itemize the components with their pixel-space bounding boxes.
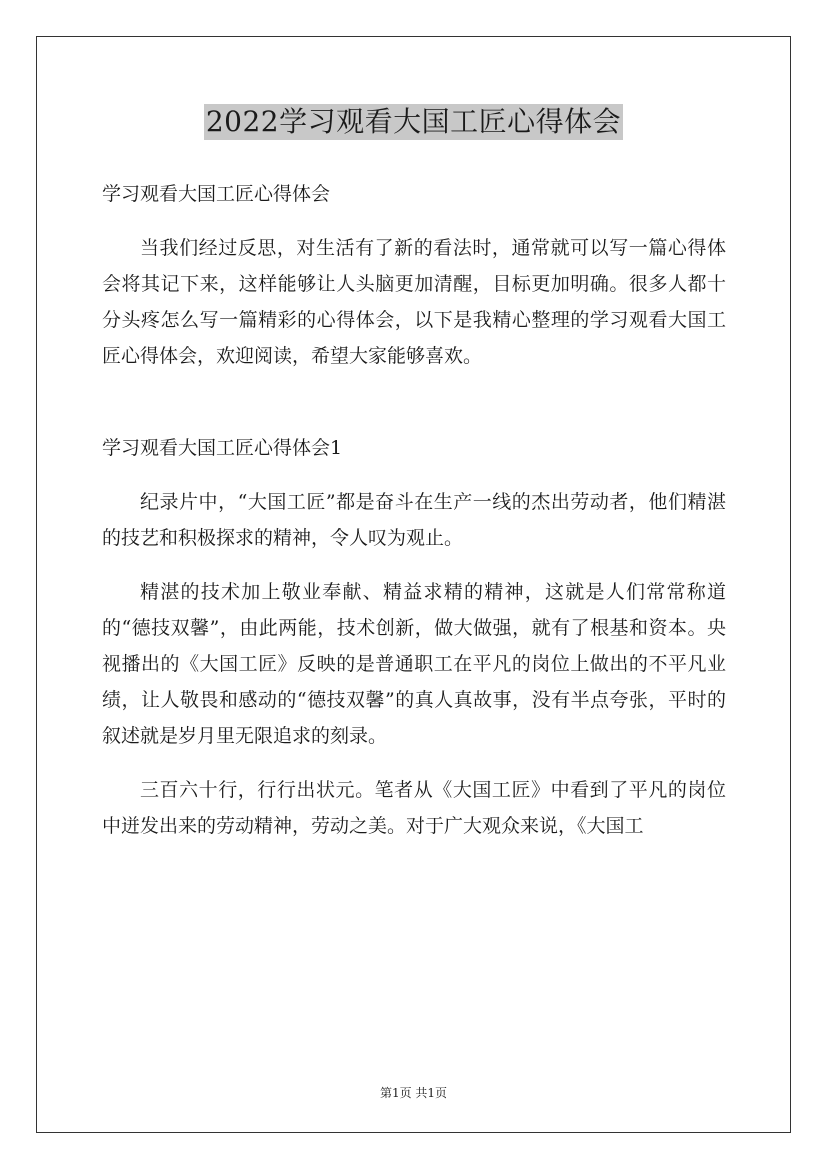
spacer bbox=[102, 754, 726, 772]
spacer bbox=[102, 556, 726, 574]
document-title: 2022学习观看大国工匠心得体会 bbox=[205, 105, 622, 138]
intro-paragraph: 当我们经过反思，对生活有了新的看法时，通常就可以写一篇心得体会将其记下来，这样能够让人头脑更加清醒，目标更加明确。很多人都十分头疼怎么写一篇精彩的心得体会，以下是我精心整理的学习观看大国工匠心得体会，欢迎阅读，希望大家能够喜欢。 bbox=[102, 237, 726, 367]
intro-heading: 学习观看大国工匠心得体会 bbox=[102, 183, 331, 205]
body-paragraph-3: 三百六十行，行行出状元。笔者从《大国工匠》中看到了平凡的岗位中迸发出来的劳动精神，劳动之美。对于广大观众来说，《大国工 bbox=[102, 779, 726, 837]
title-container bbox=[0, 104, 827, 140]
section-heading: 学习观看大国工匠心得体会1 bbox=[102, 437, 343, 459]
document-body bbox=[102, 176, 726, 844]
body-paragraph-2: 精湛的技术加上敬业奉献、精益求精的精神，这就是人们常常称道的“德技双馨”，由此两能，技术创新，做大做强，就有了根基和资本。央视播出的《大国工匠》反映的是普通职工在平凡的岗位上做出的不平凡业绩，让人敬畏和感动的“德技双馨”的真人真故事，没有半点夸张，平时的叙述就是岁月里无限追求的刻录。 bbox=[102, 581, 726, 747]
spacer bbox=[102, 212, 726, 230]
page-footer: 第1页 共1页 bbox=[379, 1086, 448, 1100]
spacer bbox=[102, 466, 726, 484]
spacer bbox=[102, 374, 726, 430]
body-paragraph-1: 纪录片中，“大国工匠”都是奋斗在生产一线的杰出劳动者，他们精湛的技艺和积极探求的精神，令人叹为观止。 bbox=[102, 491, 726, 549]
